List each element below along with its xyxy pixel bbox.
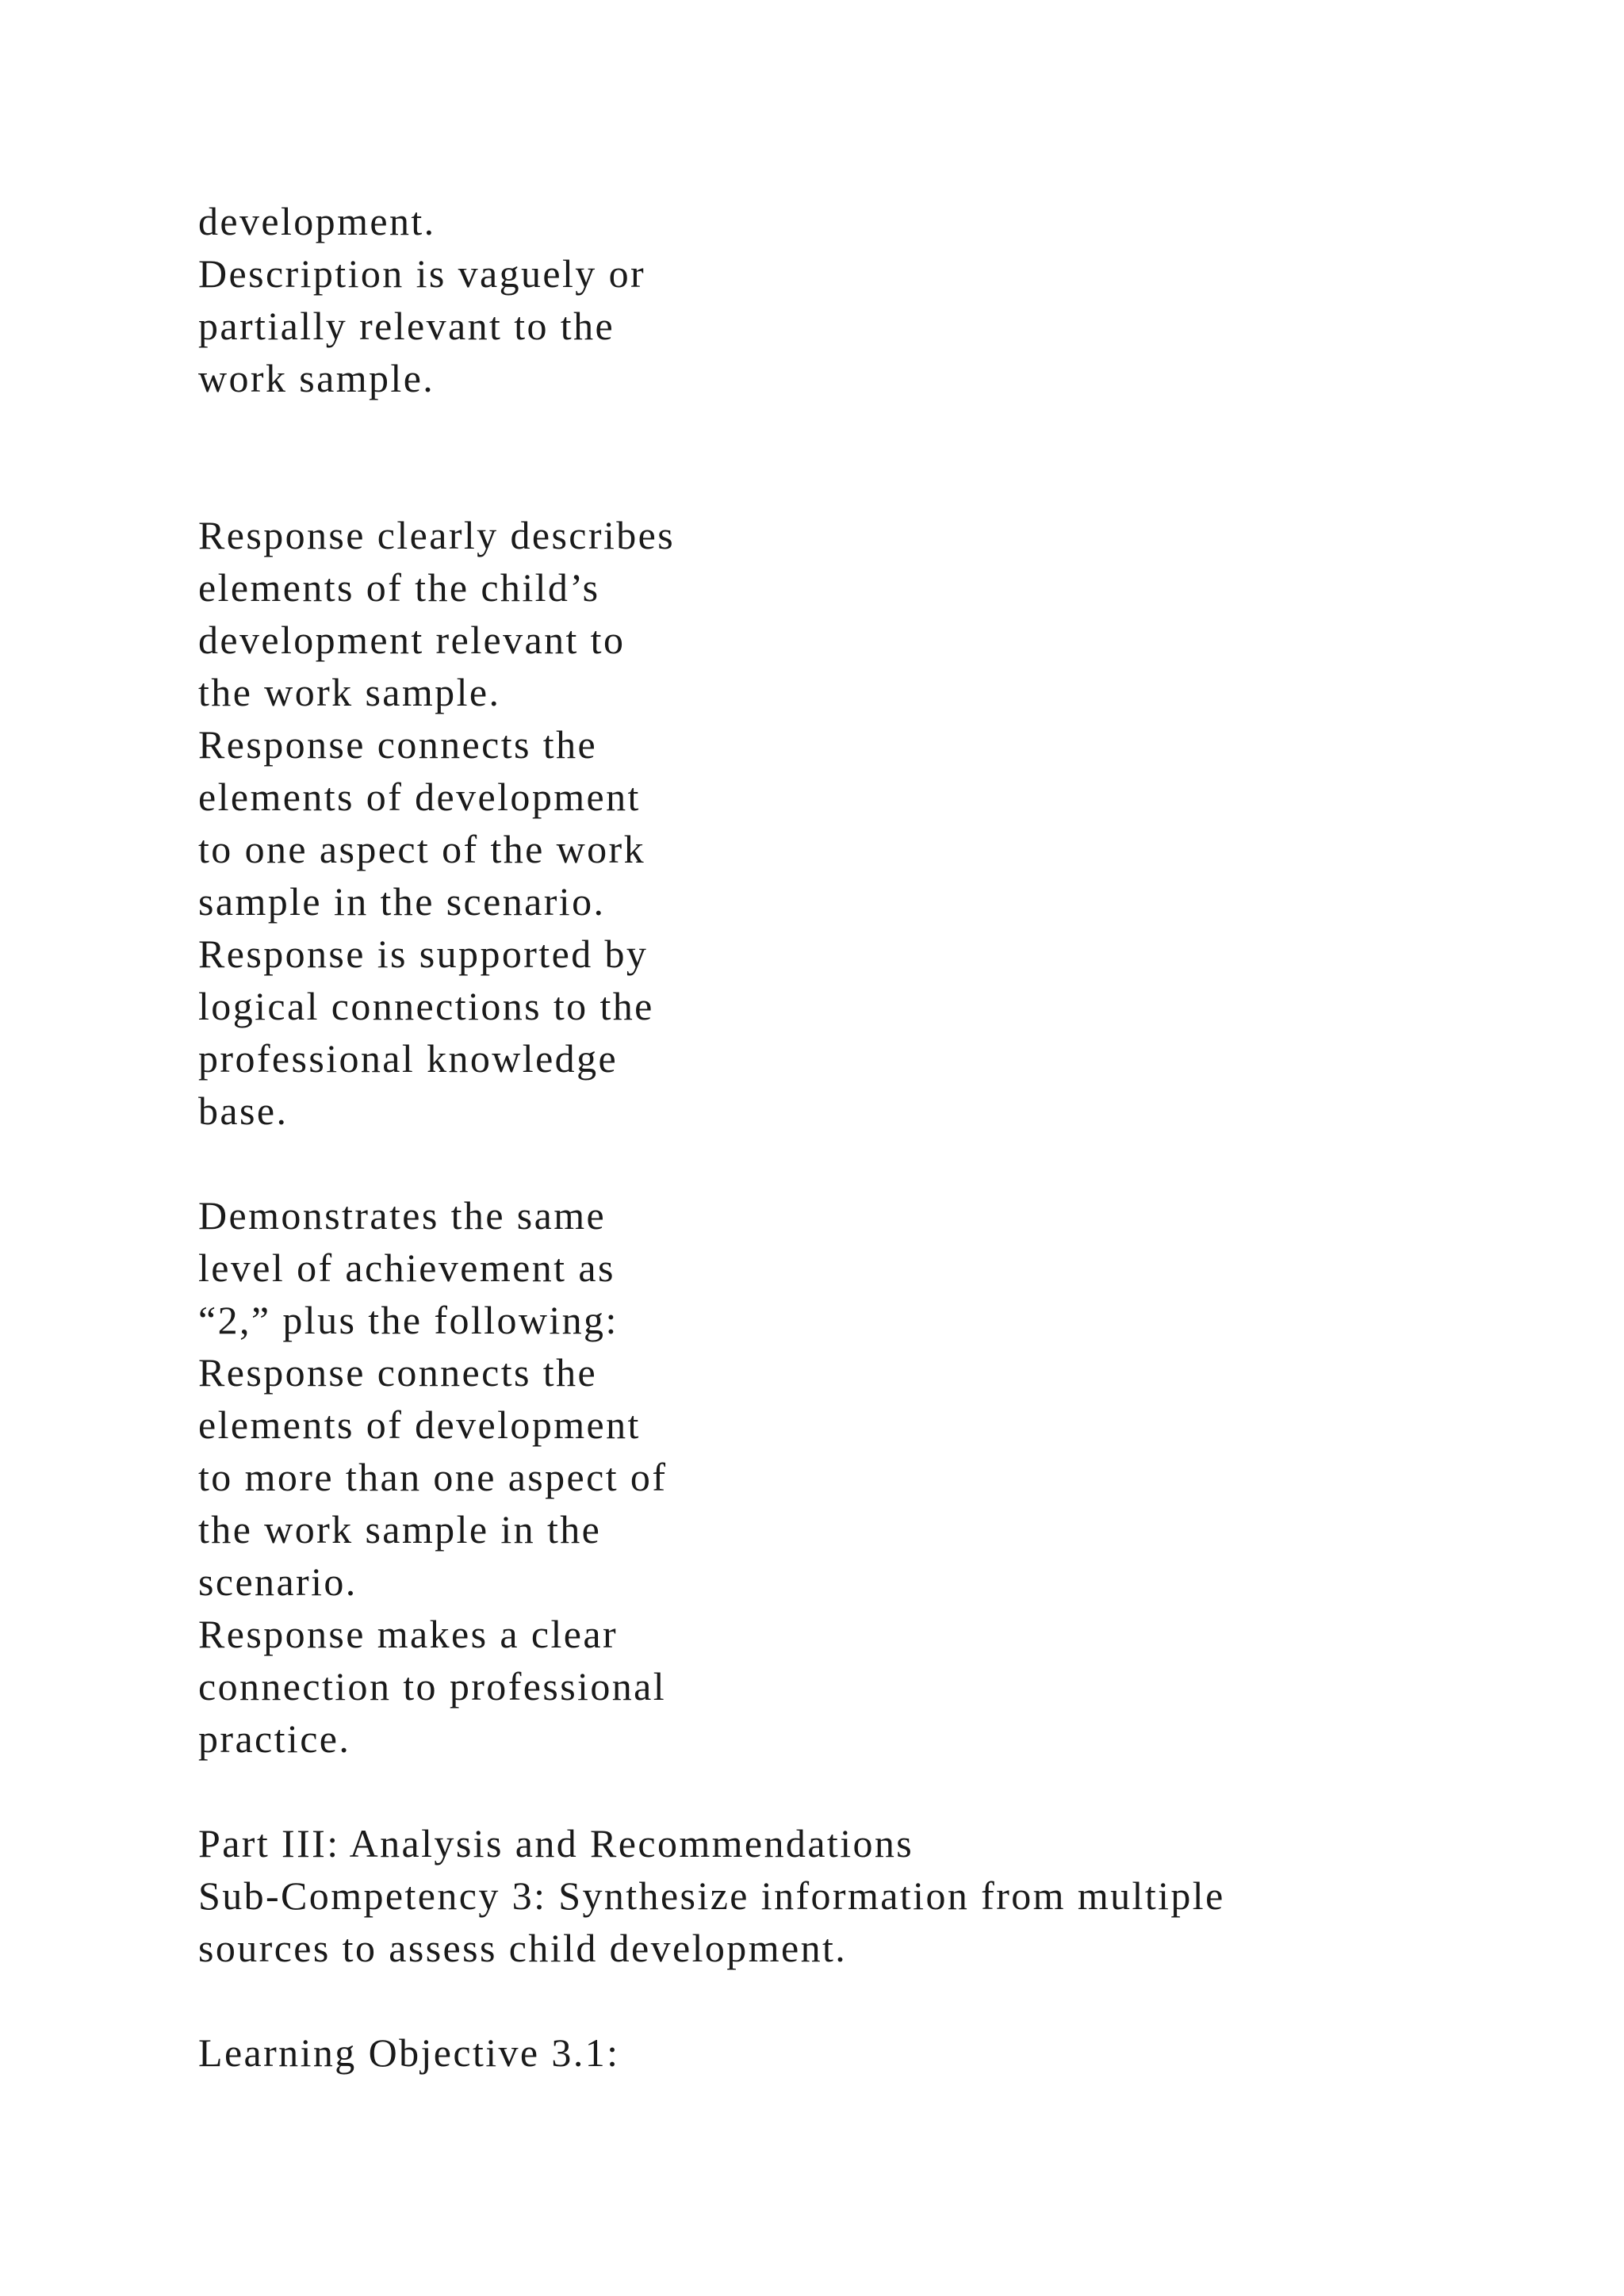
blank-line <box>198 457 1586 509</box>
text-line: Response makes a clear <box>198 1612 618 1656</box>
text-line: to more than one aspect of <box>198 1455 668 1499</box>
text-line: Response connects the <box>198 722 598 767</box>
section-heading: Part III: Analysis and Recommendations <box>198 1821 914 1866</box>
text-line: professional knowledge <box>198 1036 619 1081</box>
text-line: Sub-Competency 3: Synthesize information from multiple <box>198 1873 1225 1918</box>
text-line: sources to assess child development. <box>198 1926 848 1970</box>
text-line: work sample. <box>198 356 435 400</box>
text-line: elements of development <box>198 775 641 819</box>
text-line: connection to professional <box>198 1664 667 1709</box>
text-line: base. <box>198 1089 289 1133</box>
text-line: level of achievement as <box>198 1246 615 1290</box>
blank-line <box>198 404 1586 457</box>
blank-line <box>198 1974 1586 2026</box>
text-line: “2,” plus the following: <box>198 1298 619 1342</box>
text-line: Learning Objective 3.1: <box>198 2030 620 2075</box>
text-line: scenario. <box>198 1559 358 1604</box>
text-line: Demonstrates the same <box>198 1193 607 1238</box>
text-line: sample in the scenario. <box>198 879 606 924</box>
text-line: partially relevant to the <box>198 304 615 348</box>
text-line: the work sample. <box>198 670 501 714</box>
text-line: Description is vaguely or <box>198 251 646 296</box>
text-line: practice. <box>198 1716 351 1761</box>
text-line: Response is supported by <box>198 932 649 976</box>
text-line: the work sample in the <box>198 1507 602 1552</box>
text-line: Response clearly describes <box>198 513 676 557</box>
text-line: development relevant to <box>198 618 626 662</box>
text-line: to one aspect of the work <box>198 827 646 871</box>
text-line: elements of development <box>198 1402 641 1447</box>
blank-line <box>198 1137 1586 1189</box>
text-line: logical connections to the <box>198 984 654 1028</box>
document-body <box>198 195 1586 2079</box>
blank-line <box>198 1765 1586 1817</box>
text-line: elements of the child’s <box>198 565 600 610</box>
text-line: development. <box>198 199 436 243</box>
text-line: Response connects the <box>198 1350 598 1395</box>
